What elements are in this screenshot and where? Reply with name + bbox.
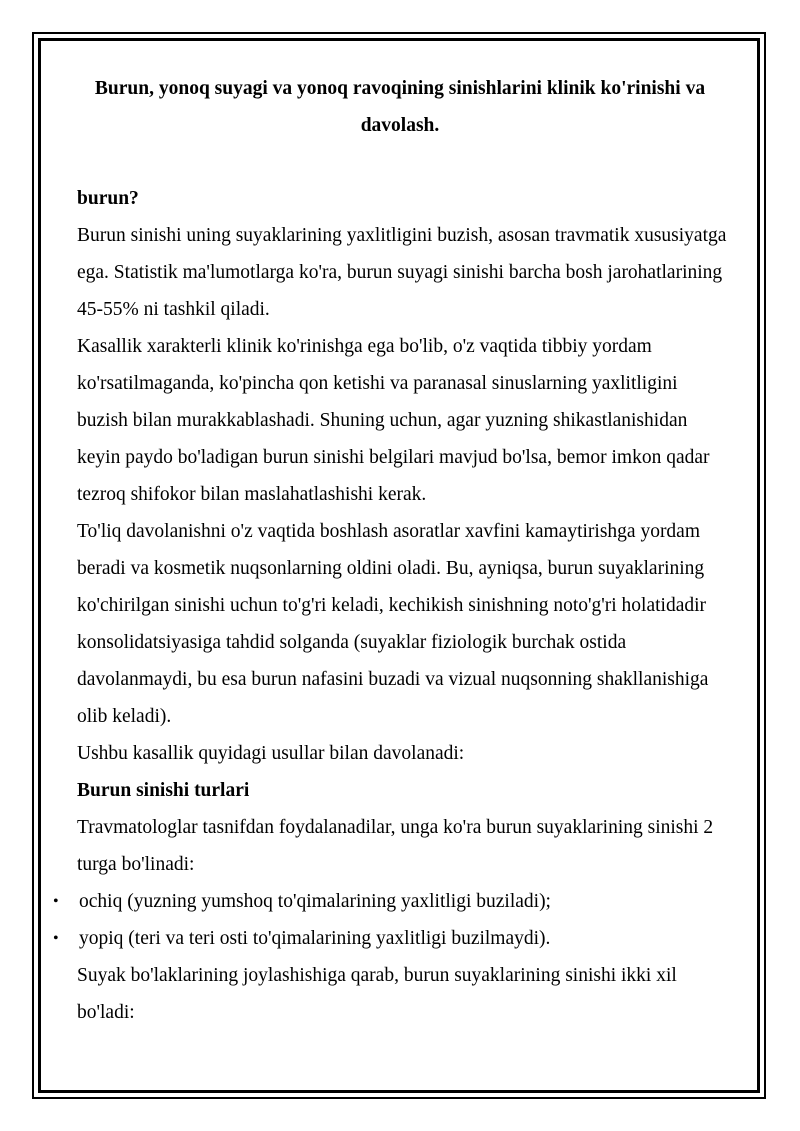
paragraph-intro: Burun sinishi uning suyaklarining yaxlitligini buzish, asosan travmatik xususiyatga ega. Statistik ma'lumotlarga ko'ra, burun suyagi sinishi barcha bosh jarohatlarining 45-55% ni tashkil qiladi. [77,225,727,320]
paragraph-clinical: Kasallik xarakterli klinik ko'rinishga ega bo'lib, o'z vaqtida tibbiy yordam ko'rsatilmaganda, ko'pincha qon ketishi va paranasal sinuslarning yaxlitligini buzish bilan murakkablashadi. Shuning uchun, agar yuzning shikastlanishidan keyin paydo bo'ladigan burun sinishi belgilari mavjud bo'lsa, bemor imkon qadar tezroq shifokor bilan maslahatlashishi kerak. [77,336,710,505]
bullet-icon: • [53,893,59,910]
document-title: Burun, yonoq suyagi va yonoq ravoqining sinishlarini klinik ko'rinishi va davolash. [94,78,706,136]
bullet-icon: • [53,930,59,947]
list-item-text: ochiq (yuzning yumshoq to'qimalarining yaxlitligi buziladi); [79,891,551,912]
paragraph-fragment-position: Suyak bo'laklarining joylashishiga qarab, burun suyaklarining sinishi ikki xil bo'ladi: [77,965,677,1023]
paragraph-classification: Travmatologlar tasnifdan foydalanadilar, unga ko'ra burun suyaklarining sinishi 2 turga bo'linadi: [77,817,714,875]
list-item [53,883,727,920]
section-heading-burun: burun? [77,188,139,209]
paragraph-treatment-timing: To'liq davolanishni o'z vaqtida boshlash asoratlar xavfini kamaytirishga yordam beradi va kosmetik nuqsonlarning oldini oladi. Bu, ayniqsa, burun suyaklarining ko'chirilgan sinishi uchun to'g'ri keladi, kechikish sinishning noto'g'ri holatidadir konsolidatsiyasiga tahdid solganda (suyaklar fiziologik burchak ostida davolanmaydi, bu esa burun nafasini buzadi va vizual nuqsonning shakllanishiga olib keladi). [77,521,709,727]
section-heading-types: Burun sinishi turlari [77,780,250,801]
list-item [53,920,727,957]
list-item-text: yopiq (teri va teri osti to'qimalarining yaxlitligi buzilmaydi). [79,928,551,949]
fracture-type-list [53,883,727,957]
paragraph-treatment-methods: Ushbu kasallik quyidagi usullar bilan davolanadi: [77,743,465,764]
document-body [53,70,727,1031]
